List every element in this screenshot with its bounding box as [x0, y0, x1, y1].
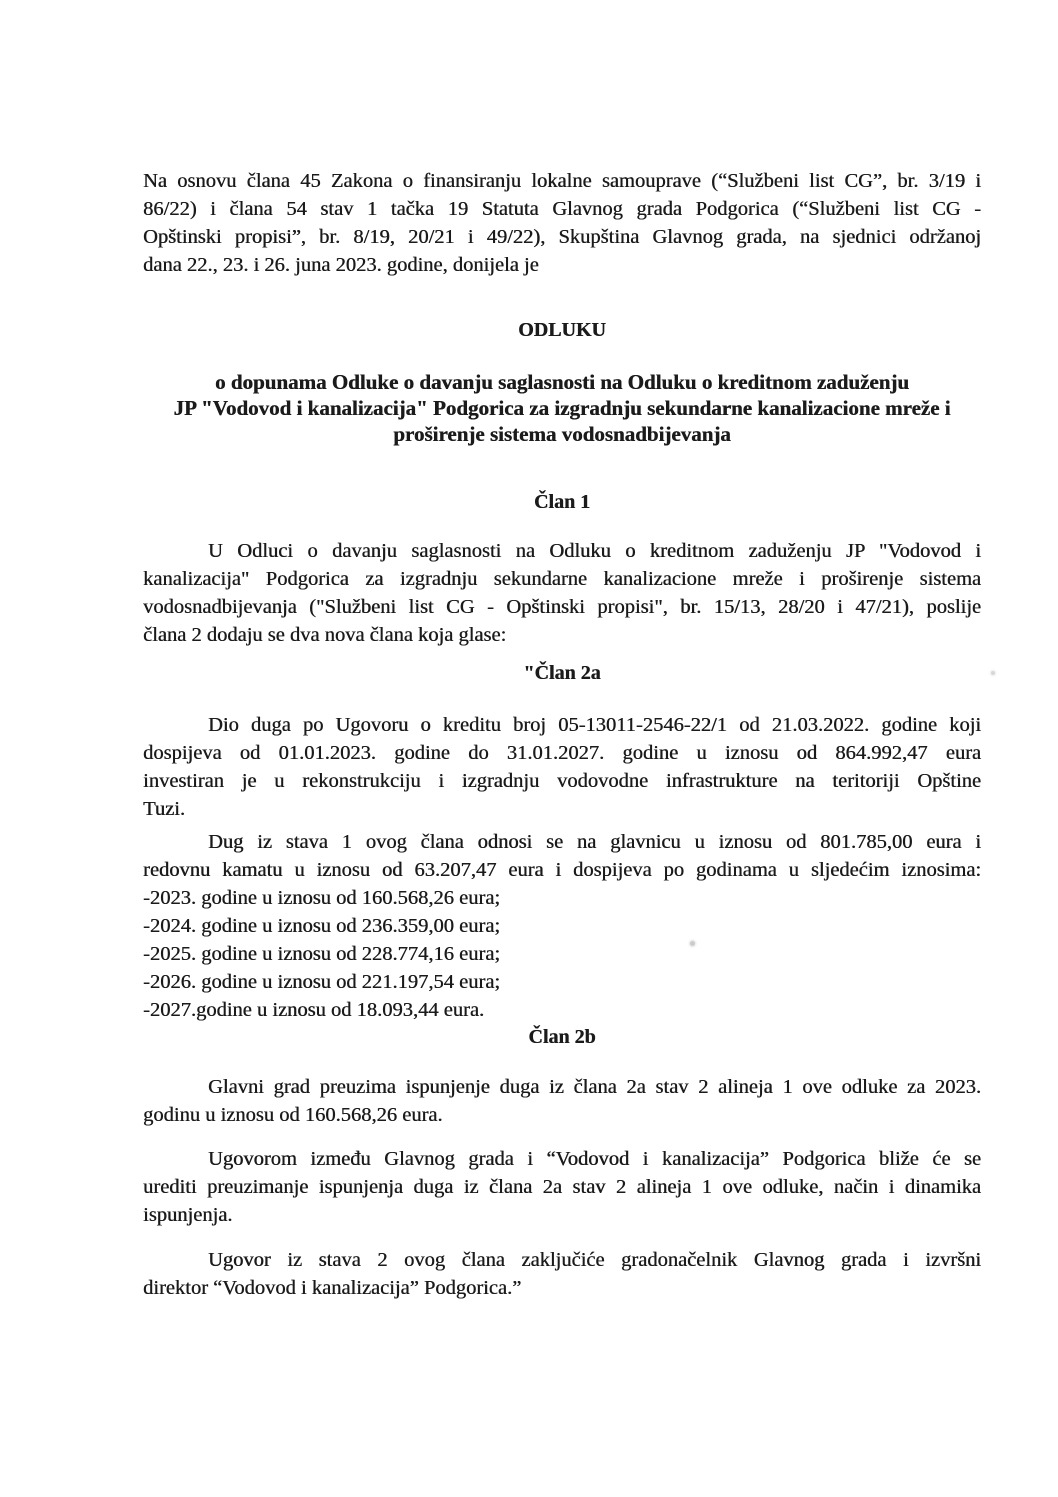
paragraph-ugovor-zakljucenje-line-1: Ugovor iz stava 2 ovog člana zaključiće gradonačelnik Glavnog grada i izvršni: [208, 1249, 981, 1271]
heading-clan-2a: "Član 2a: [523, 662, 601, 684]
paragraph-dio-duga-line-3: investiran je u rekonstrukciju i izgradnju vodovodne infrastrukture na teritoriji Opštine: [143, 770, 981, 792]
paragraph-dug-po-godinama-line-6: -2026. godine u iznosu od 221.197,54 eura;: [143, 971, 500, 993]
paragraph-ugovorom-line-3: ispunjenja.: [143, 1204, 233, 1226]
paragraph-dug-po-godinama-line-7: -2027.godine u iznosu od 18.093,44 eura.: [143, 999, 485, 1021]
paragraph-dug-po-godinama-line-4: -2024. godine u iznosu od 236.359,00 eura;: [143, 915, 500, 937]
paragraph-clan-1-line-1: U Odluci o davanju saglasnosti na Odluku o kreditnom zaduženju JP "Vodovod i: [208, 540, 981, 562]
paragraph-ugovor-zakljucenje-line-2: direktor “Vodovod i kanalizacija” Podgorica.”: [143, 1277, 522, 1299]
paragraph-glavni-grad-line-2: godinu u iznosu od 160.568,26 eura.: [143, 1104, 443, 1126]
paragraph-dug-po-godinama-line-2: redovnu kamatu u iznosu od 63.207,47 eura i dospijeva po godinama u sljedećim iznosima:: [143, 859, 981, 881]
intro-paragraph: [143, 167, 981, 279]
heading-clan-2b: Član 2b: [528, 1026, 596, 1048]
intro-paragraph-line-3: Opštinski propisi”, br. 8/19, 20/21 i 49/22), Skupština Glavnog grada, na sjednici održanoj: [143, 226, 981, 248]
decision-subtitle-line-1: o dopunama Odluke o davanju saglasnosti na Odluku o kreditnom zaduženju: [215, 370, 909, 394]
paragraph-clan-1-line-4: člana 2 dodaju se dva nova člana koja glase:: [143, 624, 507, 646]
paragraph-dug-po-godinama-line-5: -2025. godine u iznosu od 228.774,16 eura;: [143, 943, 500, 965]
paragraph-dug-po-godinama: [143, 828, 981, 1024]
decision-title: ODLUKU: [518, 319, 606, 341]
paragraph-ugovorom-line-2: urediti preuzimanje ispunjenja duga iz člana 2a stav 2 alineja 1 ove odluke, način i dinamika: [143, 1176, 981, 1198]
paragraph-ugovorom-line-1: Ugovorom između Glavnog grada i “Vodovod i kanalizacija” Podgorica bliže će se: [208, 1148, 981, 1170]
intro-paragraph-line-4: dana 22., 23. i 26. juna 2023. godine, donijela je: [143, 254, 539, 276]
scan-speck: [991, 671, 995, 675]
paragraph-clan-1-line-2: kanalizacija" Podgorica za izgradnju sekundarne kanalizacione mreže i proširenje sistema: [143, 568, 981, 590]
paragraph-dug-po-godinama-line-3: -2023. godine u iznosu od 160.568,26 eura;: [143, 887, 500, 909]
paragraph-ugovor-zakljucenje: [143, 1246, 981, 1302]
paragraph-ugovorom: [143, 1145, 981, 1229]
paragraph-glavni-grad: [143, 1073, 981, 1129]
decision-subtitle: [143, 369, 981, 447]
intro-paragraph-line-2: 86/22) i člana 54 stav 1 tačka 19 Statuta Glavnog grada Podgorica (“Službeni list CG -: [143, 198, 981, 220]
paragraph-dio-duga: [143, 711, 981, 823]
paragraph-glavni-grad-line-1: Glavni grad preuzima ispunjenje duga iz člana 2a stav 2 alineja 1 ove odluke za 2023.: [208, 1076, 981, 1098]
intro-paragraph-line-1: Na osnovu člana 45 Zakona o finansiranju lokalne samouprave (“Službeni list CG”, br. 3/19 i: [143, 170, 981, 192]
paragraph-dio-duga-line-1: Dio duga po Ugovoru o kreditu broj 05-13011-2546-22/1 od 21.03.2022. godine koji: [208, 714, 981, 736]
paragraph-dio-duga-line-2: dospijeva od 01.01.2023. godine do 31.01.2027. godine u iznosu od 864.992,47 eura: [143, 742, 981, 764]
decision-document: [143, 167, 981, 1302]
decision-subtitle-line-3: proširenje sistema vodosnadbijevanja: [393, 422, 731, 446]
paragraph-dug-po-godinama-line-1: Dug iz stava 1 ovog člana odnosi se na glavnicu u iznosu od 801.785,00 eura i: [208, 831, 981, 853]
paragraph-clan-1-line-3: vodosnadbijevanja ("Službeni list CG - Opštinski propisi", br. 15/13, 28/20 i 47/21), poslije: [143, 596, 981, 618]
paragraph-dio-duga-line-4: Tuzi.: [143, 798, 185, 820]
decision-subtitle-line-2: JP "Vodovod i kanalizacija" Podgorica za izgradnju sekundarne kanalizacione mreže i: [173, 396, 951, 420]
heading-clan-1: Član 1: [533, 491, 591, 513]
paragraph-clan-1: [143, 537, 981, 649]
